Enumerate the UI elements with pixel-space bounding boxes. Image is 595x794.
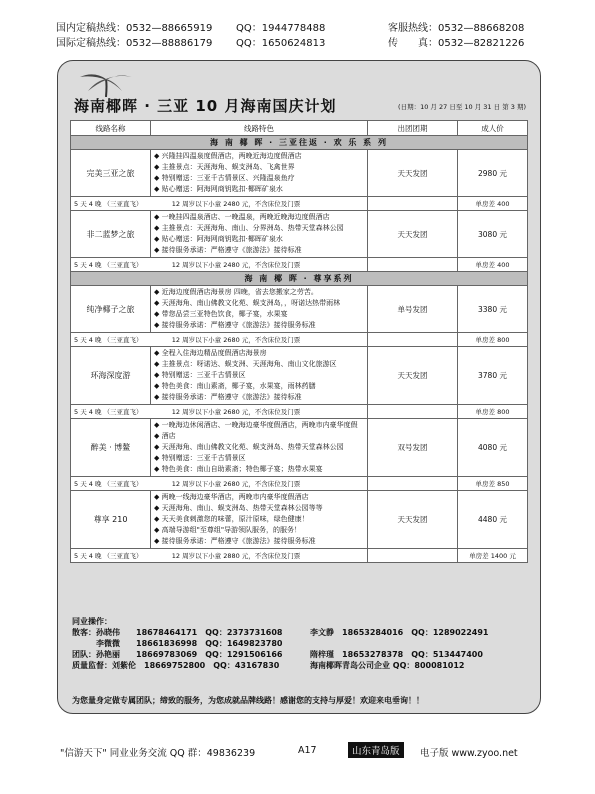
feature-text: 近海边度假酒店海景房 四晚，省去您搬家之劳苦。 <box>161 288 318 296</box>
section-header <box>71 272 528 286</box>
diamond-icon: ◆ <box>154 288 162 296</box>
feature-line <box>154 309 364 320</box>
contact-row <box>72 627 526 638</box>
table-row <box>71 347 528 405</box>
feature-text: 特色美食：南山自助素斋；特色椰子宴；热带水果宴 <box>161 465 323 473</box>
table-row <box>71 197 528 211</box>
table-row <box>71 477 528 491</box>
route-note-cell <box>71 197 368 211</box>
feature-text: 接待服务承诺：严格遵守《旅游法》接待服务标准 <box>161 321 316 329</box>
feature-line <box>154 212 364 223</box>
feature-line <box>154 348 364 359</box>
diamond-icon: ◆ <box>154 152 162 160</box>
feature-text: 高端导游组"至尊组"导游领队服务，的服务！ <box>161 526 302 534</box>
table-row <box>71 491 528 549</box>
table-header-row <box>71 121 528 136</box>
section-header <box>71 136 528 150</box>
diamond-icon: ◆ <box>154 349 162 357</box>
feature-line <box>154 381 364 392</box>
route-schedule: 天天发团 <box>368 491 458 549</box>
diamond-icon: ◆ <box>154 393 162 401</box>
route-child-note: 12 周岁以下小童 2680 元，不含床位及门票 <box>171 336 301 344</box>
title-date: (日期：10 月 27 日至 10 月 31 日 第 3 期) <box>398 103 526 111</box>
route-note-cell <box>71 258 368 272</box>
diamond-icon: ◆ <box>154 421 162 429</box>
feature-line <box>154 525 364 536</box>
route-features <box>151 419 368 477</box>
itinerary-card <box>57 60 541 714</box>
diamond-icon: ◆ <box>154 537 162 545</box>
table-row <box>71 419 528 477</box>
diamond-icon: ◆ <box>154 382 162 390</box>
feature-line <box>154 420 364 431</box>
feature-text: 主推景点：天涯海角、南山、分界洲岛、热带天堂森林公园 <box>161 224 344 232</box>
column-header: 出团团期 <box>368 121 458 136</box>
route-name: 纯净椰子之旅 <box>71 286 151 333</box>
route-features <box>151 491 368 549</box>
route-table <box>70 120 528 563</box>
feature-line <box>154 431 364 442</box>
feature-line <box>154 453 364 464</box>
feature-line <box>154 287 364 298</box>
feature-text: 一晚挂四温泉酒店、一晚温泉，两晚近晚海边度假酒店 <box>161 213 330 221</box>
feature-text: 天涯海角、南山佛教文化苑、蜈支洲岛，，呀诺达热带雨林 <box>161 299 341 307</box>
diamond-icon: ◆ <box>154 174 162 182</box>
route-single-supplement: 单房差 800 <box>458 405 528 419</box>
header-line-2 <box>56 37 525 50</box>
route-schedule: 天天发团 <box>368 211 458 258</box>
diamond-icon: ◆ <box>154 163 162 171</box>
diamond-icon: ◆ <box>154 185 162 193</box>
feature-line <box>154 223 364 234</box>
feature-line <box>154 370 364 381</box>
feature-line <box>154 464 364 475</box>
contact-2: 李文静 18653284016 QQ：1289022491 <box>310 628 489 637</box>
route-single-supplement: 单房差 400 <box>458 258 528 272</box>
feature-text: 兴隆挂四温泉度假酒店，两晚近海边度假酒店 <box>161 152 302 160</box>
feature-line <box>154 503 364 514</box>
diamond-icon: ◆ <box>154 504 162 512</box>
feature-line <box>154 298 364 309</box>
column-header: 线路名称 <box>71 121 151 136</box>
feature-line <box>154 173 364 184</box>
fax: 传 真：0532—82821226 <box>388 38 525 49</box>
section-title: 海 南 椰 晖 · 尊享系列 <box>71 272 528 286</box>
diamond-icon: ◆ <box>154 321 162 329</box>
diamond-icon: ◆ <box>154 526 162 534</box>
feature-text: 全程入住海边精品度假酒店海景房 <box>161 349 267 357</box>
operations-contacts <box>72 616 526 671</box>
route-features <box>151 211 368 258</box>
route-name: 醉美 · 博鳌 <box>71 419 151 477</box>
diamond-icon: ◆ <box>154 235 162 243</box>
route-note-cell <box>71 333 368 347</box>
diamond-icon: ◆ <box>154 465 162 473</box>
feature-text: 两晚一线海边豪华酒店，两晚市内豪华度假酒店 <box>161 493 309 501</box>
contact-3: 李微微 18661836998 QQ：1649823780 <box>72 639 283 648</box>
route-note-cell <box>71 477 368 491</box>
route-price: 4080 元 <box>458 419 528 477</box>
route-schedule: 单号发团 <box>368 286 458 333</box>
route-name: 尊享 210 <box>71 491 151 549</box>
route-note-cell <box>71 405 368 419</box>
contact-1: 散客：孙晓伟 18678464171 QQ：2373731608 <box>72 628 283 637</box>
route-price: 4480 元 <box>458 491 528 549</box>
table-row <box>71 549 528 563</box>
feature-line <box>154 442 364 453</box>
feature-line <box>154 536 364 547</box>
route-child-note: 12 周岁以下小童 2480 元，不含床位及门票 <box>171 261 301 269</box>
route-single-supplement: 单房差 850 <box>458 477 528 491</box>
table-row <box>71 258 528 272</box>
diamond-icon: ◆ <box>154 360 162 368</box>
route-duration: 5 天 4 晚 （三亚直飞） <box>74 261 140 269</box>
route-features <box>151 347 368 405</box>
column-header: 线路特色 <box>151 121 368 136</box>
slogan: 为您量身定做专属团队；缔致的服务，为您成就品牌线路！感谢您的支持与厚爱！欢迎来电垂询！！ <box>72 696 424 705</box>
route-schedule: 天天发团 <box>368 347 458 405</box>
route-name: 完美三亚之旅 <box>71 150 151 197</box>
section-title: 海 南 椰 晖 · 三亚往返 · 欢 乐 系 列 <box>71 136 528 150</box>
feature-text: 带您品尝三亚特色饮食，椰子宴，水果宴 <box>161 310 288 318</box>
diamond-icon: ◆ <box>154 515 162 523</box>
feature-text: 酒店 <box>161 432 176 440</box>
feature-text: 接待服务承诺：严格遵守《旅游法》接待标准 <box>161 246 302 254</box>
feature-text: 贴心赠送：阿海网商钥匙扣·椰晖矿泉水 <box>161 235 283 243</box>
diamond-icon: ◆ <box>154 371 162 379</box>
route-schedule: 双号发团 <box>368 419 458 477</box>
feature-text: 特别赠送：三亚千古情景区 <box>161 454 246 462</box>
intl-qq: QQ：1650624813 <box>236 38 326 49</box>
feature-text: 贴心赠送：阿海网商钥匙扣·椰晖矿泉水 <box>161 185 283 193</box>
route-price: 2980 元 <box>458 150 528 197</box>
route-duration: 5 天 4 晚 （三亚直飞） <box>74 480 140 488</box>
route-child-note: 12 周岁以下小童 2880 元，不含床位及门票 <box>171 552 301 560</box>
diamond-icon: ◆ <box>154 493 162 501</box>
route-features <box>151 150 368 197</box>
feature-text: 特别赠送：三亚千古情景区 <box>161 371 246 379</box>
ops-heading: 同业操作： <box>72 617 112 626</box>
route-price: 3780 元 <box>458 347 528 405</box>
blank-cell <box>368 405 458 419</box>
table-row <box>71 333 528 347</box>
route-child-note: 12 周岁以下小童 2680 元，不含床位及门票 <box>171 408 301 416</box>
route-duration: 5 天 4 晚 （三亚直飞） <box>74 552 140 560</box>
blank-cell <box>368 258 458 272</box>
company-qq: 海南椰晖青岛公司企业 QQ：800081012 <box>310 661 465 670</box>
footer-qq-group: "信游天下" 同业业务交流 QQ 群：49836239 <box>60 748 256 759</box>
route-child-note: 12 周岁以下小童 2480 元，不含床位及门票 <box>171 200 301 208</box>
feature-text: 一晚海边休闲酒店、一晚海边豪华度假酒店，两晚市内豪华度假 <box>161 421 358 429</box>
table-row <box>71 150 528 197</box>
table-row <box>71 286 528 333</box>
route-single-supplement: 单房差 1400 元 <box>458 549 528 563</box>
page-number: A17 <box>298 745 317 756</box>
header-line-1 <box>56 22 525 35</box>
diamond-icon: ◆ <box>154 246 162 254</box>
blank-cell <box>368 549 458 563</box>
route-note-cell <box>71 549 368 563</box>
title-main: 海南椰晖 · 三亚 10 月海南国庆计划 <box>74 97 337 115</box>
route-child-note: 12 周岁以下小童 2680 元，不含床位及门票 <box>171 480 301 488</box>
feature-text: 主推景点：天涯海角、蜈支洲岛、飞禽世界 <box>161 163 295 171</box>
feature-line <box>154 234 364 245</box>
feature-line <box>154 162 364 173</box>
footer-website: 电子版 www.zyoo.net <box>420 748 518 759</box>
domestic-qq: QQ：1944778488 <box>236 23 326 34</box>
feature-line <box>154 320 364 331</box>
feature-text: 天涯海角、南山佛教文化苑、蜈支洲岛、热带天堂森林公园 <box>161 443 344 451</box>
service-hotline: 客服热线：0532—88668208 <box>388 23 525 34</box>
route-features <box>151 286 368 333</box>
route-single-supplement: 单房差 400 <box>458 197 528 211</box>
feature-text: 接待服务承诺：严格遵守《旅游法》接待标准 <box>161 393 302 401</box>
quality-supervisor: 质量监督：刘紫伦 18669752800 QQ：43167830 <box>72 661 280 670</box>
page-title <box>74 95 526 117</box>
blank-cell <box>368 477 458 491</box>
feature-line <box>154 359 364 370</box>
route-duration: 5 天 4 晚 （三亚直飞） <box>74 336 140 344</box>
feature-text: 特别赠送：三亚千古情景区、兴隆温泉鱼疗 <box>161 174 295 182</box>
contact-row <box>72 649 526 660</box>
feature-line <box>154 184 364 195</box>
diamond-icon: ◆ <box>154 213 162 221</box>
contact-row <box>72 660 526 671</box>
diamond-icon: ◆ <box>154 432 162 440</box>
route-name: 环海深度游 <box>71 347 151 405</box>
table-row <box>71 211 528 258</box>
feature-text: 天涯海角、南山、蜈支洲岛、热带天堂森林公园等等 <box>161 504 323 512</box>
route-name: 非二蓝梦之旅 <box>71 211 151 258</box>
feature-text: 天天美食刺激您的味蕾，原汁原味，绿色健康！ <box>161 515 309 523</box>
feature-line <box>154 492 364 503</box>
diamond-icon: ◆ <box>154 224 162 232</box>
diamond-icon: ◆ <box>154 454 162 462</box>
table-row <box>71 405 528 419</box>
route-schedule: 天天发团 <box>368 150 458 197</box>
edition-badge: 山东青岛版 <box>348 742 404 758</box>
palm-tree-icon <box>76 71 136 97</box>
domestic-hotline: 国内定稿热线：0532—88665919 <box>56 23 213 34</box>
feature-text: 特色美食：南山素斋，椰子宴，水果宴，雨林药膳 <box>161 382 316 390</box>
route-price: 3380 元 <box>458 286 528 333</box>
feature-line <box>154 245 364 256</box>
feature-line <box>154 514 364 525</box>
blank-cell <box>368 197 458 211</box>
route-price: 3080 元 <box>458 211 528 258</box>
column-header: 成人价 <box>458 121 528 136</box>
blank-cell <box>368 333 458 347</box>
diamond-icon: ◆ <box>154 299 162 307</box>
feature-line <box>154 151 364 162</box>
route-duration: 5 天 4 晚 （三亚直飞） <box>74 408 140 416</box>
contact-row <box>72 638 526 649</box>
route-single-supplement: 单房差 800 <box>458 333 528 347</box>
route-duration: 5 天 4 晚 （三亚直飞） <box>74 200 140 208</box>
feature-line <box>154 392 364 403</box>
intl-hotline: 国际定稿热线：0532—88886179 <box>56 38 213 49</box>
diamond-icon: ◆ <box>154 443 162 451</box>
diamond-icon: ◆ <box>154 310 162 318</box>
contact-4: 团队：孙艳丽 18669783069 QQ：1291506166 <box>72 650 283 659</box>
contact-5: 隋梓瑾 18653278378 QQ：513447400 <box>310 650 483 659</box>
feature-text: 接待服务承诺：严格遵守《旅游法》接待服务标准 <box>161 537 316 545</box>
feature-text: 主推景点：呀诺达、蜈支洲、天涯海角、南山文化旅游区 <box>161 360 337 368</box>
